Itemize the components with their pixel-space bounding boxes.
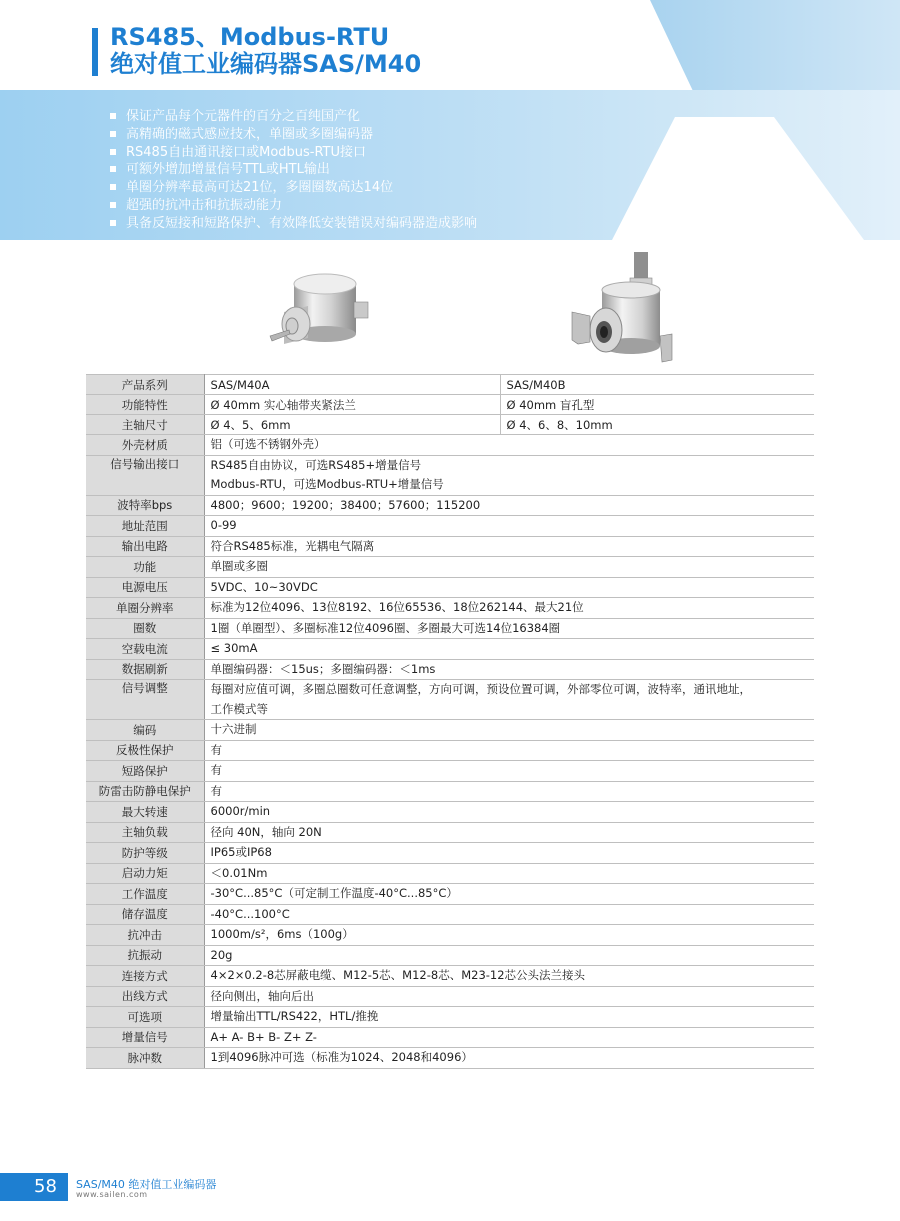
spec-value-line: 铝（可选不锈钢外壳）	[210, 437, 326, 451]
spec-value-line: -30°C...85°C（可定制工作温度-40°C...85°C）	[210, 886, 458, 900]
spec-row	[86, 945, 814, 966]
spec-label: 输出电路	[86, 536, 204, 557]
spec-value	[204, 435, 814, 456]
spec-row	[86, 781, 814, 802]
spec-label: 反极性保护	[86, 740, 204, 761]
spec-value-line: A+ A- B+ B- Z+ Z-	[210, 1029, 317, 1044]
spec-value-line: 径向 40N，轴向 20N	[210, 824, 322, 839]
spec-value	[204, 455, 814, 495]
feature-text: 可额外增加增量信号TTL或HTL输出	[126, 162, 330, 178]
spec-value-line: -40°C...100°C	[210, 906, 290, 921]
spec-value	[204, 659, 814, 680]
spec-label: 连接方式	[86, 966, 204, 987]
spec-value	[204, 904, 814, 925]
spec-value	[204, 740, 814, 761]
bullet-icon	[110, 131, 116, 137]
spec-label: 圈数	[86, 618, 204, 639]
spec-row	[86, 375, 814, 395]
spec-value-line: 符合RS485标准，光耦电气隔离	[210, 538, 375, 553]
product-image-sas-m40a	[262, 272, 372, 367]
title-accent-bar	[92, 28, 98, 76]
spec-value	[204, 802, 814, 823]
spec-row	[86, 659, 814, 680]
spec-label: 抗冲击	[86, 925, 204, 946]
spec-value	[204, 945, 814, 966]
spec-value	[204, 781, 814, 802]
spec-label: 脉冲数	[86, 1048, 204, 1069]
spec-row	[86, 1027, 814, 1048]
title-line-1: RS485、Modbus-RTU	[110, 23, 390, 51]
spec-label: 功能	[86, 557, 204, 578]
spec-value-line: IP65或IP68	[210, 845, 272, 859]
spec-label: 可选项	[86, 1007, 204, 1028]
spec-value	[204, 966, 814, 987]
spec-row	[86, 904, 814, 925]
spec-row	[86, 680, 814, 720]
bullet-icon	[110, 166, 116, 172]
spec-row	[86, 577, 814, 598]
spec-row	[86, 395, 814, 415]
spec-row	[86, 455, 814, 495]
spec-label: 外壳材质	[86, 435, 204, 456]
spec-value	[204, 598, 814, 619]
spec-row	[86, 966, 814, 987]
spec-label: 主轴负载	[86, 822, 204, 843]
spec-label: 数据刷新	[86, 659, 204, 680]
spec-label: 储存温度	[86, 904, 204, 925]
spec-value-line: 4×2×0.2-8芯屏蔽电缆、M12-5芯、M12-8芯、M23-12芯公头法兰接头	[210, 968, 586, 982]
spec-value-line: 标准为12位4096、13位8192、16位65536、18位262144、最大21位	[210, 600, 584, 614]
spec-value-line: ＜0.01Nm	[210, 865, 268, 880]
spec-value-line: RS485自由协议，可选RS485+增量信号	[210, 457, 422, 472]
spec-label: 单圈分辨率	[86, 598, 204, 619]
header-corner-decoration	[650, 0, 900, 90]
spec-row	[86, 639, 814, 660]
product-image-sas-m40b	[564, 250, 674, 372]
spec-value-line: 每圈对应值可调，多圈总圈数可任意调整，方向可调，预设位置可调，外部零位可调，波特率，通讯地址，	[210, 682, 751, 696]
spec-value	[204, 557, 814, 578]
spec-value-m40a: Ø 40mm 实心轴带夹紧法兰	[204, 395, 500, 415]
spec-value	[204, 680, 814, 720]
spec-label: 抗振动	[86, 945, 204, 966]
spec-label: 短路保护	[86, 761, 204, 782]
spec-value-line: 0-99	[210, 518, 237, 532]
feature-text: 具备反短接和短路保护、有效降低安装错误对编码器造成影响	[126, 215, 478, 231]
spec-label: 防雷击防静电保护	[86, 781, 204, 802]
spec-value-line: 单圈或多圈	[210, 559, 268, 573]
spec-row	[86, 415, 814, 435]
spec-value	[204, 761, 814, 782]
spec-value-line: 工作模式等	[210, 701, 268, 716]
spec-value-m40b: Ø 40mm 盲孔型	[500, 395, 814, 415]
spec-value	[204, 495, 814, 516]
spec-row	[86, 1007, 814, 1028]
spec-row	[86, 925, 814, 946]
spec-value-m40b: SAS/M40B	[500, 375, 814, 395]
spec-label: 产品系列	[86, 375, 204, 395]
feature-item	[110, 144, 477, 162]
spec-row	[86, 986, 814, 1007]
spec-value	[204, 577, 814, 598]
spec-row	[86, 822, 814, 843]
feature-item	[110, 108, 477, 126]
spec-value-m40a: SAS/M40A	[204, 375, 500, 395]
feature-item	[110, 126, 477, 144]
spec-value	[204, 639, 814, 660]
spec-value	[204, 863, 814, 884]
spec-value-line: 十六进制	[210, 722, 257, 736]
spec-row	[86, 435, 814, 456]
spec-row	[86, 536, 814, 557]
spec-label: 地址范围	[86, 516, 204, 537]
spec-row	[86, 863, 814, 884]
spec-label: 编码	[86, 720, 204, 741]
spec-row	[86, 618, 814, 639]
spec-value-line: 4800；9600；19200；38400；57600；115200	[210, 497, 481, 512]
spec-value-line: 1到4096脉冲可选（标准为1024、2048和4096）	[210, 1050, 473, 1064]
spec-label: 主轴尺寸	[86, 415, 204, 435]
bullet-icon	[110, 149, 116, 155]
spec-row	[86, 843, 814, 864]
spec-value-line: 5VDC、10~30VDC	[210, 579, 318, 594]
spec-value-line: ≤ 30mA	[210, 641, 258, 655]
feature-item	[110, 161, 477, 179]
spec-row	[86, 884, 814, 905]
spec-value-line: 6000r/min	[210, 804, 271, 818]
bullet-icon	[110, 202, 116, 208]
spec-value	[204, 720, 814, 741]
spec-value-line: 单圈编码器：＜15us；多圈编码器：＜1ms	[210, 661, 436, 676]
spec-value	[204, 618, 814, 639]
spec-row	[86, 557, 814, 578]
spec-label: 电源电压	[86, 577, 204, 598]
feature-text: 高精确的磁式感应技术，单圈或多圈编码器	[126, 126, 374, 142]
spec-value-line: 20g	[210, 947, 233, 962]
feature-list	[110, 108, 477, 233]
spec-label: 空载电流	[86, 639, 204, 660]
spec-label: 增量信号	[86, 1027, 204, 1048]
spec-value-m40a: Ø 4、5、6mm	[204, 415, 500, 435]
spec-value-line: 1圈（单圈型）、多圈标准12位4096圈、多圈最大可选14位16384圈	[210, 620, 561, 635]
footer-url: www.sailen.com	[76, 1190, 148, 1199]
page-title	[110, 24, 421, 78]
bullet-icon	[110, 184, 116, 190]
bullet-icon	[110, 220, 116, 226]
spec-label: 防护等级	[86, 843, 204, 864]
spec-row	[86, 761, 814, 782]
spec-value-line: 有	[210, 763, 222, 777]
spec-label: 波特率bps	[86, 495, 204, 516]
feature-item	[110, 215, 477, 233]
spec-value	[204, 516, 814, 537]
spec-row	[86, 495, 814, 516]
title-line-2: 绝对值工业编码器SAS/M40	[110, 50, 422, 78]
spec-row	[86, 516, 814, 537]
spec-row	[86, 740, 814, 761]
feature-text: RS485自由通讯接口或Modbus-RTU接口	[126, 144, 367, 160]
spec-value-m40b: Ø 4、6、8、10mm	[500, 415, 814, 435]
spec-value-line: Modbus-RTU，可选Modbus-RTU+增量信号	[210, 477, 444, 491]
spec-value-line: 有	[210, 783, 222, 798]
spec-value-line: 径向侧出，轴向后出	[210, 988, 314, 1003]
spec-value	[204, 1027, 814, 1048]
spec-value	[204, 1007, 814, 1028]
footer-title: SAS/M40 绝对值工业编码器	[76, 1178, 217, 1191]
spec-value	[204, 1048, 814, 1069]
spec-value	[204, 884, 814, 905]
spec-label: 信号输出接口	[86, 455, 204, 495]
spec-row	[86, 1048, 814, 1069]
spec-label: 启动力矩	[86, 863, 204, 884]
page-number: 58	[34, 1176, 57, 1197]
spec-value-line: 1000m/s²，6ms（100g）	[210, 927, 354, 941]
spec-label: 工作温度	[86, 884, 204, 905]
spec-value	[204, 822, 814, 843]
spec-value	[204, 843, 814, 864]
feature-item	[110, 197, 477, 215]
feature-text: 单圈分辨率最高可达21位，多圈圈数高达14位	[126, 180, 394, 196]
spec-row	[86, 720, 814, 741]
feature-text: 保证产品每个元器件的百分之百纯国产化	[126, 109, 361, 124]
spec-value-line: 有	[210, 742, 222, 757]
spec-value-line: 增量输出TTL/RS422，HTL/推挽	[210, 1009, 379, 1023]
spec-label: 功能特性	[86, 395, 204, 415]
spec-value	[204, 986, 814, 1007]
spec-value	[204, 925, 814, 946]
spec-row	[86, 802, 814, 823]
feature-item	[110, 179, 477, 197]
bullet-icon	[110, 113, 116, 119]
spec-row	[86, 598, 814, 619]
spec-value	[204, 536, 814, 557]
spec-label: 出线方式	[86, 986, 204, 1007]
specification-table	[86, 374, 814, 1069]
feature-text: 超强的抗冲击和抗振动能力	[126, 197, 283, 213]
spec-label: 信号调整	[86, 680, 204, 720]
spec-label: 最大转速	[86, 802, 204, 823]
